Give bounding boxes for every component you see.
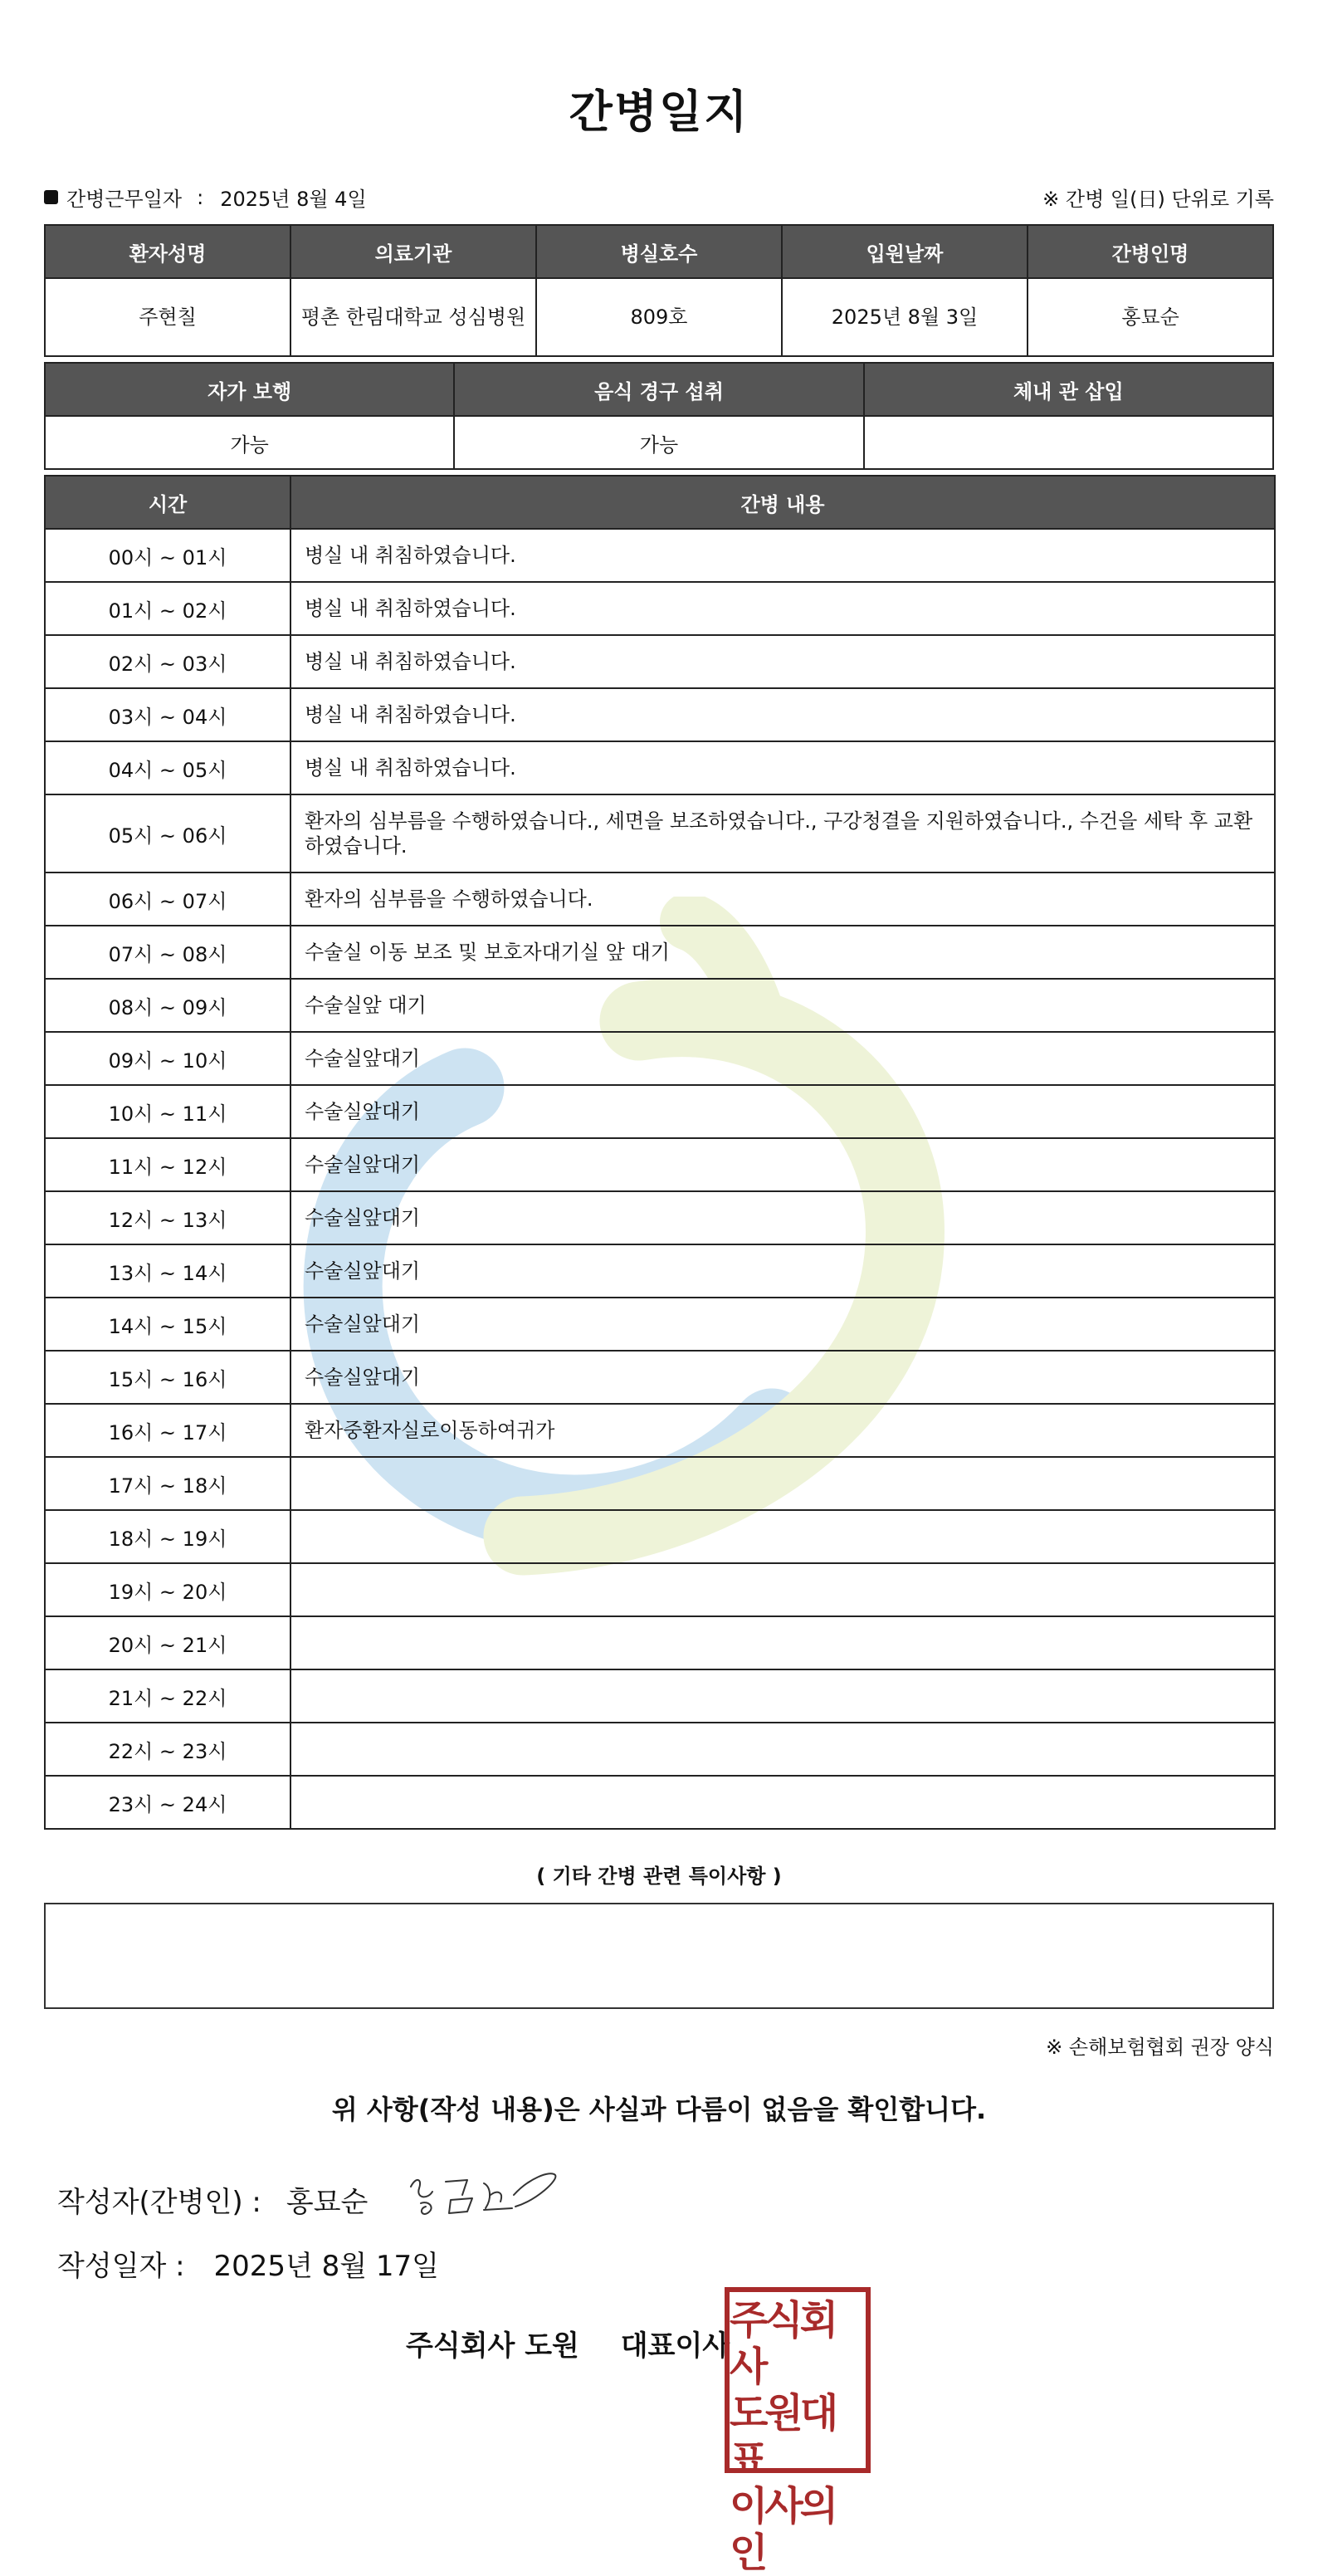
header-oral-intake: 음식 경구 섭취: [454, 363, 863, 416]
handwritten-signature: [404, 2162, 562, 2220]
written-date-label: 작성일자 :: [57, 2250, 185, 2283]
care-content: 환자중환자실로이동하여귀가: [290, 1404, 1275, 1457]
time-slot: 02시 ~ 03시: [45, 635, 290, 688]
table-row: [45, 1351, 1275, 1404]
header-hospital: 의료기관: [290, 225, 536, 278]
page-title: 간병일지: [569, 86, 749, 138]
room-number: 809호: [536, 278, 782, 356]
time-slot: 22시 ~ 23시: [45, 1723, 290, 1776]
care-content: [290, 1723, 1275, 1776]
care-content: 수술실앞대기: [290, 1244, 1275, 1298]
table-row: [45, 688, 1275, 741]
header-caregiver: 간병인명: [1028, 225, 1273, 278]
work-date-value: 2025년 8월 4일: [220, 188, 367, 211]
patient-info-table: [44, 224, 1274, 357]
care-content: 수술실앞대기: [290, 1351, 1275, 1404]
table-row: [45, 1032, 1275, 1085]
care-content: 병실 내 취침하였습니다.: [290, 529, 1275, 582]
table-row: [45, 529, 1275, 582]
care-content: [290, 1457, 1275, 1510]
header-room: 병실호수: [536, 225, 782, 278]
time-slot: 12시 ~ 13시: [45, 1191, 290, 1244]
header-patient-name: 환자성명: [45, 225, 290, 278]
patient-name: 주현칠: [45, 278, 290, 356]
table-row: [45, 635, 1275, 688]
time-slot: 13시 ~ 14시: [45, 1244, 290, 1298]
work-date-label: 간병근무일자: [66, 188, 183, 211]
special-notes-box: [44, 1903, 1274, 2009]
care-content: 수술실앞대기: [290, 1085, 1275, 1138]
writer-line: [57, 2178, 562, 2220]
care-content: 병실 내 취침하였습니다.: [290, 635, 1275, 688]
confirmation-statement: 위 사항(작성 내용)은 사실과 다름이 없음을 확인합니다.: [331, 2094, 987, 2125]
record-unit-note: ※ 간병 일(日) 단위로 기록: [1042, 188, 1274, 211]
table-row: [45, 1563, 1275, 1616]
company-representative: 대표이사: [620, 2329, 730, 2363]
seal-line: 주식회사: [730, 2297, 836, 2390]
time-slot: 17시 ~ 18시: [45, 1457, 290, 1510]
time-slot: 21시 ~ 22시: [45, 1669, 290, 1723]
table-row: [45, 1085, 1275, 1138]
header-walking: 자가 보행: [45, 363, 454, 416]
care-content: 병실 내 취침하였습니다.: [290, 741, 1275, 794]
time-slot: 10시 ~ 11시: [45, 1085, 290, 1138]
seal-line: 도원대표: [730, 2390, 836, 2483]
patient-status-table: [44, 362, 1274, 470]
table-row: [45, 926, 1275, 979]
time-slot: 19시 ~ 20시: [45, 1563, 290, 1616]
time-slot: 04시 ~ 05시: [45, 741, 290, 794]
care-content: 병실 내 취침하였습니다.: [290, 688, 1275, 741]
admission-date: 2025년 8월 3일: [782, 278, 1028, 356]
header-care-content: 간병 내용: [290, 476, 1275, 529]
table-row: [45, 1191, 1275, 1244]
time-slot: 15시 ~ 16시: [45, 1351, 290, 1404]
table-row: [45, 741, 1275, 794]
work-date-line: [44, 183, 367, 212]
seal-line: 이사의인: [730, 2483, 836, 2576]
care-content: [290, 1563, 1275, 1616]
company-signature-line: [406, 2323, 730, 2363]
form-source-note: ※ 손해보험협회 권장 양식: [1046, 2036, 1274, 2059]
meta-row: [44, 183, 1274, 213]
time-slot: 00시 ~ 01시: [45, 529, 290, 582]
care-content: 수술실앞대기: [290, 1032, 1275, 1085]
table-row: [45, 1616, 1275, 1669]
care-content: 수술실앞대기: [290, 1298, 1275, 1351]
caregiver-name: 홍묘순: [1028, 278, 1273, 356]
writer-label: 작성자(간병인) :: [57, 2185, 261, 2219]
table-row: [45, 1457, 1275, 1510]
care-content: 수술실앞 대기: [290, 979, 1275, 1032]
care-content: 수술실앞대기: [290, 1138, 1275, 1191]
table-row: [45, 1510, 1275, 1563]
care-log-table: [44, 475, 1276, 1830]
table-row: [45, 979, 1275, 1032]
care-content: 환자의 심부름을 수행하였습니다.: [290, 873, 1275, 926]
company-name: 주식회사 도원: [406, 2329, 579, 2363]
time-slot: 18시 ~ 19시: [45, 1510, 290, 1563]
written-date-value: 2025년 8월 17일: [213, 2250, 440, 2283]
care-content: 수술실 이동 보조 및 보호자대기실 앞 대기: [290, 926, 1275, 979]
walking-status: 가능: [45, 416, 454, 469]
time-slot: 06시 ~ 07시: [45, 873, 290, 926]
table-row: [45, 1723, 1275, 1776]
time-slot: 23시 ~ 24시: [45, 1776, 290, 1829]
written-date-line: [57, 2243, 439, 2284]
care-content: [290, 1616, 1275, 1669]
time-slot: 11시 ~ 12시: [45, 1138, 290, 1191]
care-content: 병실 내 취침하였습니다.: [290, 582, 1275, 635]
square-bullet-icon: [44, 190, 58, 204]
header-time: 시간: [45, 476, 290, 529]
header-tube-insertion: 체내 관 삽입: [864, 363, 1273, 416]
care-content: [290, 1669, 1275, 1723]
status-value-row: [45, 416, 1273, 469]
time-slot: 09시 ~ 10시: [45, 1032, 290, 1085]
writer-name: 홍묘순: [286, 2185, 369, 2219]
header-admission-date: 입원날짜: [782, 225, 1028, 278]
table-row: [45, 873, 1275, 926]
time-slot: 20시 ~ 21시: [45, 1616, 290, 1669]
patient-info-value-row: [45, 278, 1273, 356]
care-log-header-row: [45, 476, 1275, 529]
tube-insertion-status: [864, 416, 1273, 469]
table-row: [45, 1669, 1275, 1723]
time-slot: 07시 ~ 08시: [45, 926, 290, 979]
status-header-row: [45, 363, 1273, 416]
table-row: [45, 1776, 1275, 1829]
time-slot: 16시 ~ 17시: [45, 1404, 290, 1457]
hospital-name: 평촌 한림대학교 성심병원: [290, 278, 536, 356]
table-row: [45, 794, 1275, 873]
company-seal-stamp: [725, 2287, 871, 2576]
time-slot: 05시 ~ 06시: [45, 794, 290, 873]
care-content: 수술실앞대기: [290, 1191, 1275, 1244]
table-row: [45, 1298, 1275, 1351]
table-row: [45, 1138, 1275, 1191]
patient-info-header-row: [45, 225, 1273, 278]
table-row: [45, 582, 1275, 635]
oral-intake-status: 가능: [454, 416, 863, 469]
care-content: [290, 1510, 1275, 1563]
special-notes-title: ( 기타 간병 관련 특이사항 ): [536, 1865, 782, 1888]
time-slot: 03시 ~ 04시: [45, 688, 290, 741]
time-slot: 14시 ~ 15시: [45, 1298, 290, 1351]
work-date-separator: :: [197, 185, 204, 209]
table-row: [45, 1404, 1275, 1457]
care-content: 환자의 심부름을 수행하였습니다., 세면을 보조하였습니다., 구강청결을 지원하였습니다., 수건을 세탁 후 교환하였습니다.: [290, 794, 1275, 873]
table-row: [45, 1244, 1275, 1298]
care-content: [290, 1776, 1275, 1829]
time-slot: 01시 ~ 02시: [45, 582, 290, 635]
time-slot: 08시 ~ 09시: [45, 979, 290, 1032]
